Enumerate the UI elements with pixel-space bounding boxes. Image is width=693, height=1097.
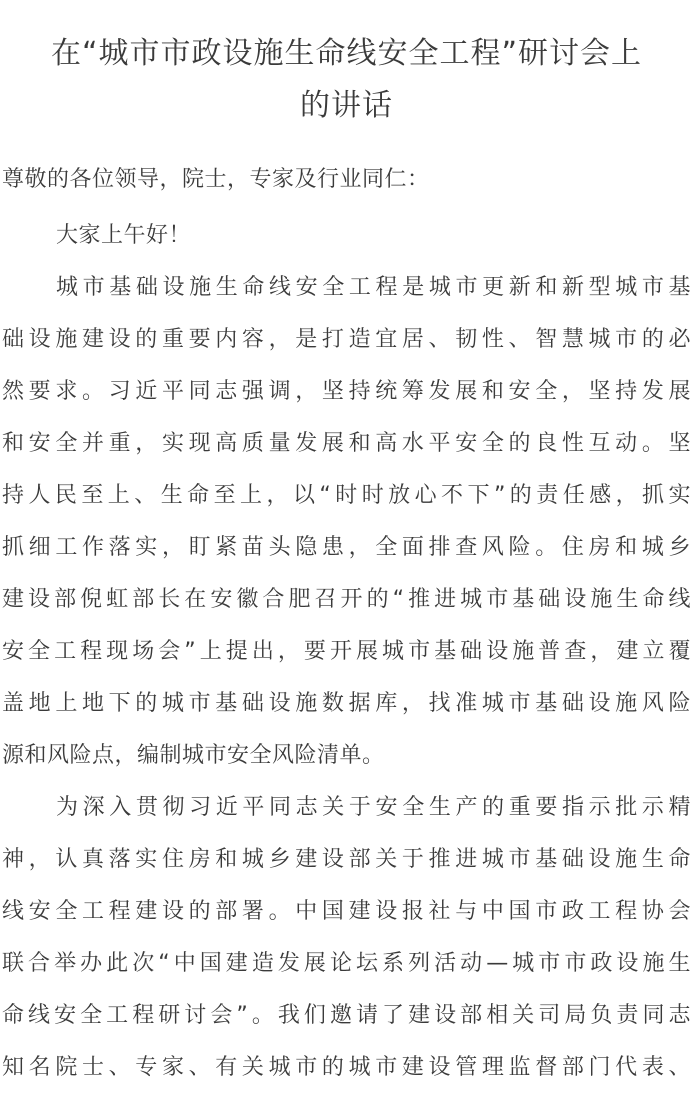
text-line: 建设部倪虹部长在安徽合肥召开的“推进城市基础设施生命线 [2,587,691,612]
text-line: 联合举办此次“中国建造发展论坛系列活动—城市市政设施生 [2,951,691,976]
title-line-1: 在“城市市政设施生命线安全工程”研讨会上 [50,36,643,71]
greeting: 尊敬的各位领导，院士，专家及行业同仁： [2,167,430,192]
page-title [0,0,693,132]
title-line-2: 的讲话 [300,88,393,123]
text-line: 源和风险点，编制城市安全风险清单。 [2,743,385,768]
text-line: 城市基础设施生命线安全工程是城市更新和新型城市基 [56,275,691,300]
text-line: 础设施建设的重要内容，是打造宜居、韧性、智慧城市的必 [2,327,691,352]
text-line: 命线安全工程研讨会”。我们邀请了建设部相关司局负责同志 [2,1003,691,1028]
article-body [0,210,693,1094]
text-line: 和安全并重，实现高质量发展和高水平安全的良性互动。坚 [2,431,691,456]
text-line: 然要求。习近平同志强调，坚持统筹发展和安全，坚持发展 [2,379,691,404]
text-line: 大家上午好！ [56,223,192,248]
text-line: 持人民至上、生命至上，以“时时放心不下”的责任感，抓实 [2,483,691,508]
text-line: 为深入贯彻习近平同志关于安全生产的重要指示批示精 [56,795,691,820]
text-line: 抓细工作落实，盯紧苗头隐患，全面排查风险。住房和城乡 [2,535,691,560]
text-line: 神，认真落实住房和城乡建设部关于推进城市基础设施生命 [2,847,691,872]
text-line: 安全工程现场会”上提出，要开展城市基础设施普查，建立覆 [2,639,691,664]
text-line: 线安全工程建设的部署。中国建设报社与中国市政工程协会 [2,899,691,924]
text-line: 知名院士、专家、有关城市的城市建设管理监督部门代表、 [2,1055,691,1080]
text-line: 盖地上地下的城市基础设施数据库，找准城市基础设施风险 [2,691,691,716]
